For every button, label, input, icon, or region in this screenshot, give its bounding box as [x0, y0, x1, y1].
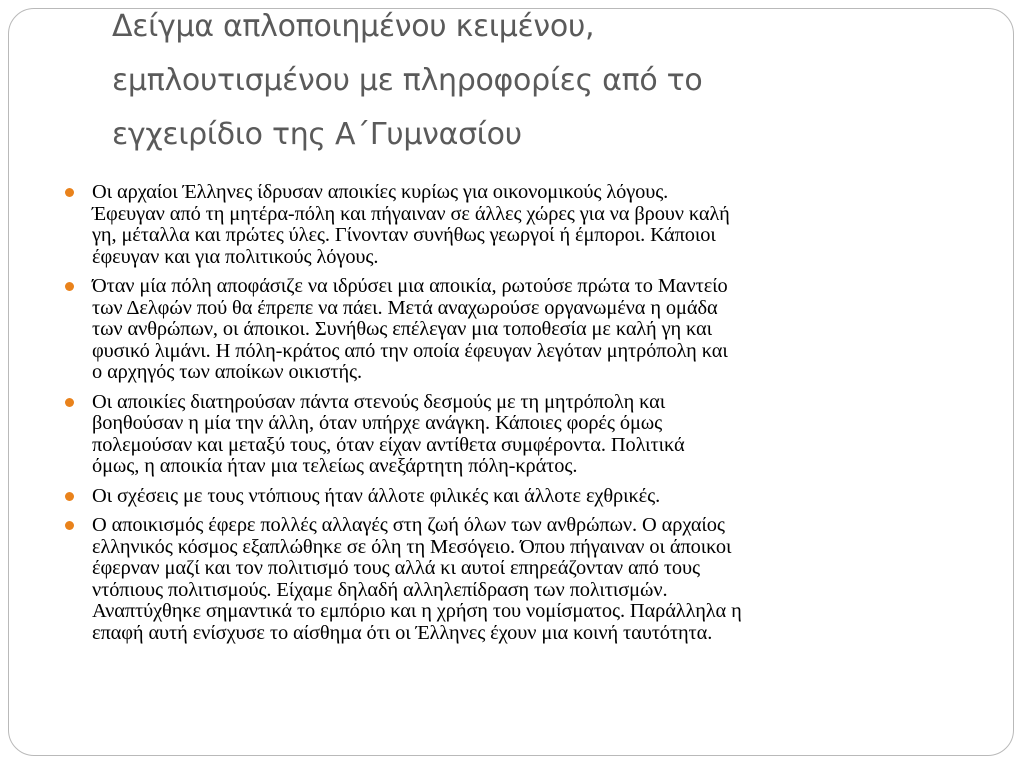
bullet-text-line: πολεμούσαν και μεταξύ τους, όταν είχαν αντίθετα συμφέροντα. Πολιτικά	[92, 433, 685, 456]
bullet-text-line: γη, μέταλλα και πρώτες ύλες. Γίνονταν συνήθως γεωργοί ή έμποροι. Κάποιοι	[92, 224, 716, 246]
slide-title	[112, 0, 992, 162]
bullet-text-line: ελληνικός κόσμος εξαπλώθηκε σε όλη τη Μεσόγειο. Όπου πήγαιναν οι άποικοι	[92, 535, 732, 558]
bullet-dot-icon	[65, 492, 74, 501]
slide-title-line: εμπλουτισμένου με πληροφορίες από το	[112, 63, 703, 98]
bullet-text-line: Αναπτύχθηκε σημαντικά το εμπόριο και η χρήση του νομίσματος. Παράλληλα η	[92, 600, 742, 622]
bullet-text-line: των Δελφών πού θα έπρεπε να πάει. Μετά αναχωρούσε οργανωμένα η ομάδα	[92, 296, 718, 319]
bullet-item-consequences	[62, 515, 974, 644]
bullet-item-metropolis-ties	[62, 392, 974, 478]
bullet-text-line: έφερναν μαζί και τον πολιτισμό τους αλλά κι αυτοί επηρεάζονταν από τους	[92, 557, 700, 579]
bullet-dot-icon	[65, 188, 74, 197]
bullet-text-line: φυσικό λιμάνι. Η πόλη-κράτος από την οποία έφευγαν λεγόταν μητρόπολη και	[92, 339, 728, 362]
bullet-text-line: Οι σχέσεις με τους ντόπιους ήταν άλλοτε φιλικές και άλλοτε εχθρικές.	[92, 484, 661, 507]
bullet-text-line: ντόπιους πολιτισμούς. Είχαμε δηλαδή αλληλεπίδραση των πολιτισμών.	[92, 578, 668, 601]
bullet-text-line: επαφή αυτή ενίσχυσε το αίσθημα ότι οι Έλληνες έχουν μια κοινή ταυτότητα.	[92, 621, 713, 644]
bullet-dot-icon	[65, 398, 74, 407]
bullet-text-line: Όταν μία πόλη αποφάσιζε να ιδρύσει μια αποικία, ρωτούσε πρώτα το Μαντείο	[92, 275, 728, 297]
bullet-item-reasons	[62, 182, 974, 268]
slide-content	[62, 182, 974, 652]
bullet-text-line: Οι αποικίες διατηρούσαν πάντα στενούς δεσμούς με τη μητρόπολη και	[92, 390, 666, 413]
slide-title-line: εγχειρίδιο της Α΄Γυμνασίου	[112, 117, 522, 152]
bullet-text-line: των ανθρώπων, οι άποικοι. Συνήθως επέλεγαν μια τοποθεσία με καλή γη και	[92, 318, 713, 340]
bullet-text-line: βοηθούσαν η μία την άλλη, όταν υπήρχε ανάγκη. Κάποιες φορές όμως	[92, 412, 663, 434]
bullet-text-line: έφευγαν και για πολιτικούς λόγους.	[92, 245, 379, 268]
bullet-text-line: Έφευγαν από τη μητέρα-πόλη και πήγαιναν σε άλλες χώρες για να βρουν καλή	[92, 202, 730, 225]
bullet-dot-icon	[65, 282, 74, 291]
bullet-item-locals	[62, 486, 974, 508]
bullet-list	[62, 182, 974, 644]
bullet-text-line: όμως, η αποικία ήταν μια τελείως ανεξάρτητη πόλη-κράτος.	[92, 455, 578, 477]
bullet-item-founding	[62, 276, 974, 384]
bullet-dot-icon	[65, 521, 74, 530]
bullet-text-line: Ο αποικισμός έφερε πολλές αλλαγές στη ζωή όλων των ανθρώπων. Ο αρχαίος	[92, 514, 725, 536]
bullet-text-line: Οι αρχαίοι Έλληνες ίδρυσαν αποικίες κυρίως για οικονομικούς λόγους.	[92, 181, 669, 203]
slide-title-line: Δείγμα απλοποιημένου κειμένου,	[112, 9, 595, 44]
bullet-text-line: ο αρχηγός των αποίκων οικιστής.	[92, 361, 363, 383]
